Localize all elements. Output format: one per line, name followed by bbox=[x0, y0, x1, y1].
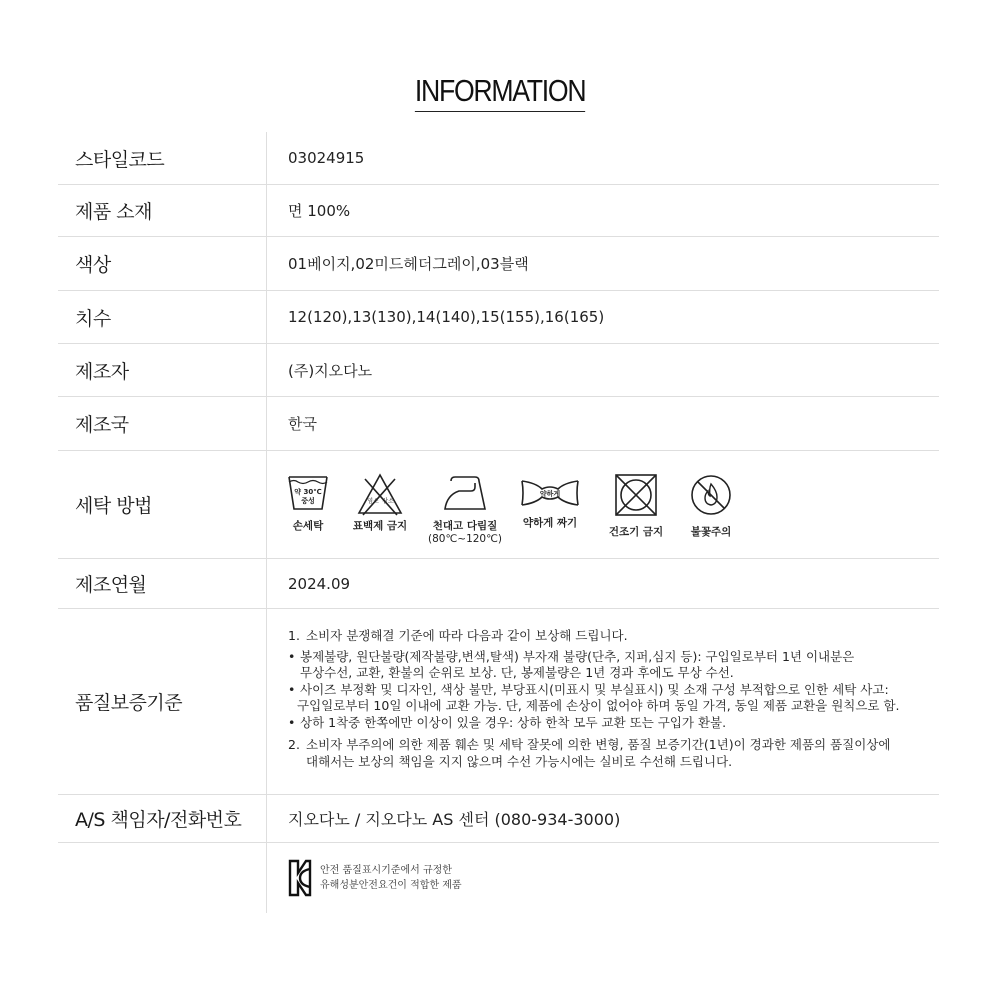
care-caption: 천대고 다림질 bbox=[432, 520, 498, 532]
quality-item-number: 1. bbox=[288, 628, 300, 643]
care-caption: 손세탁 bbox=[292, 520, 324, 532]
row-color bbox=[58, 237, 939, 291]
row-label: 제품 소재 bbox=[58, 185, 267, 236]
info-table bbox=[58, 132, 939, 913]
row-style-code bbox=[58, 132, 939, 185]
row-label: A/S 책임자/전화번호 bbox=[58, 795, 267, 842]
quality-bullet-text: 봉제불량, 원단불량(제작불량,변색,탈색) 부자재 불량(단추, 지퍼,심지 등): 구입일로부터 1년 이내분은 bbox=[300, 648, 855, 664]
row-label: 제조연월 bbox=[58, 559, 267, 608]
quality-item-text: 소비자 부주의에 의한 제품 훼손 및 세탁 잘못에 의한 변형, 품질 보증기간(1년)이 경과한 제품의 품질이상에 bbox=[306, 737, 891, 752]
care-caption: 약하게 짜기 bbox=[522, 517, 578, 529]
gentle-wring-text: 약하게 bbox=[539, 490, 561, 498]
care-item-no-bleach bbox=[352, 473, 408, 533]
hand-wash-temp: 약 30℃ bbox=[294, 488, 322, 496]
row-maker bbox=[58, 344, 939, 397]
row-value: (주)지오다노 bbox=[288, 361, 373, 380]
quality-text bbox=[288, 609, 939, 794]
quality-bullet: • 봉제불량, 원단불량(제작불량,변색,탈색) 부자재 불량(단추, 지퍼,심지 등): 구입일로부터 1년 이내분은 bbox=[288, 648, 855, 664]
quality-item-text: 소비자 분쟁해결 기준에 따라 다음과 같이 보상해 드립니다. bbox=[306, 628, 628, 643]
care-item-gentle-wring bbox=[520, 473, 580, 530]
row-value: 한국 bbox=[288, 415, 317, 433]
row-label: 품질보증기준 bbox=[58, 609, 267, 794]
row-label: 제조국 bbox=[58, 397, 267, 450]
page-title-text: INFORMATION bbox=[415, 72, 585, 112]
quality-item-2 bbox=[288, 737, 900, 754]
row-wash bbox=[58, 451, 939, 559]
row-country bbox=[58, 397, 939, 451]
hand-wash-icon bbox=[287, 473, 329, 513]
page-title bbox=[0, 72, 1000, 112]
care-item-hand-wash bbox=[288, 473, 328, 533]
quality-item-cont: 대해서는 보상의 책임을 지지 않으며 수선 가능시에는 실비로 수선해 드립니다. bbox=[306, 753, 733, 769]
row-as bbox=[58, 795, 939, 843]
care-caption: 불꽃주의 bbox=[690, 526, 732, 538]
row-material bbox=[58, 185, 939, 237]
row-label: 세탁 방법 bbox=[58, 451, 267, 558]
gentle-wring-icon bbox=[520, 473, 580, 513]
row-value: 12(120),13(130),14(140),15(155),16(165) bbox=[288, 308, 605, 326]
care-item-fire-caution bbox=[688, 473, 734, 539]
row-label: 스타일코드 bbox=[58, 132, 267, 184]
quality-bullet-text: 사이즈 부정확 및 디자인, 색상 불만, 부당표시(미표시 및 부실표시) 및 소재 구성 부적합으로 인한 세탁 사고: bbox=[300, 681, 889, 697]
kc-line-1: 안전 품질표시기준에서 규정한 bbox=[320, 865, 452, 876]
quality-bullet: • 사이즈 부정확 및 디자인, 색상 불만, 부당표시(미표시 및 부실표시) 및 소재 구성 부적합으로 인한 세탁 사고: bbox=[288, 681, 889, 697]
quality-bullet-cont: 구입일로부터 10일 이내에 교환 가능. 단, 제품에 손상이 없어야 하며 동일 가격, 동일 제품 교환을 원칙으로 함. bbox=[297, 698, 900, 713]
care-subcaption: (80℃~120℃) bbox=[428, 533, 502, 545]
quality-item-number: 2. bbox=[288, 737, 300, 752]
iron-icon bbox=[441, 473, 489, 513]
no-tumble-dry-icon bbox=[614, 473, 658, 517]
care-caption: 건조기 금지 bbox=[608, 526, 664, 538]
kc-mark bbox=[288, 843, 939, 913]
row-label: 치수 bbox=[58, 291, 267, 343]
row-value: 지오다노 / 지오다노 AS 센터 (080-934-3000) bbox=[288, 810, 621, 829]
care-caption: 표백제 금지 bbox=[352, 520, 408, 532]
quality-bullet-cont: 무상수선, 교환, 환불의 순위로 보상. 단, 봉제불량은 1년 경과 후에도 무상 수선. bbox=[300, 665, 734, 680]
fire-caution-icon bbox=[689, 473, 733, 517]
wash-icons bbox=[288, 451, 939, 558]
kc-certification-icon bbox=[288, 859, 312, 897]
row-value: 면 100% bbox=[288, 202, 351, 220]
row-value: 2024.09 bbox=[288, 574, 351, 593]
care-item-iron bbox=[430, 473, 500, 546]
row-label: 제조자 bbox=[58, 344, 267, 396]
row-quality bbox=[58, 609, 939, 795]
no-bleach-icon bbox=[357, 473, 403, 517]
care-item-no-tumble-dry bbox=[608, 473, 664, 539]
hand-wash-detergent: 중성 bbox=[301, 497, 315, 505]
quality-item-1 bbox=[288, 628, 900, 645]
no-bleach-chlorine: 염소 bbox=[367, 498, 379, 505]
row-size bbox=[58, 291, 939, 344]
row-label: 색상 bbox=[58, 237, 267, 290]
row-value: 03024915 bbox=[288, 149, 365, 167]
quality-bullet-text: 상하 1착중 한쪽에만 이상이 있을 경우: 상하 한착 모두 교환 또는 구입가 환불. bbox=[300, 714, 727, 730]
kc-line-2: 유해성분안전요건이 적합한 제품 bbox=[320, 880, 462, 891]
no-bleach-oxygen: 산소 bbox=[382, 498, 394, 505]
row-kc bbox=[58, 843, 939, 913]
row-label bbox=[58, 843, 267, 913]
row-date bbox=[58, 559, 939, 609]
quality-bullet: • 상하 1착중 한쪽에만 이상이 있을 경우: 상하 한착 모두 교환 또는 구입가 환불. bbox=[288, 714, 727, 730]
row-value: 01베이지,02미드헤더그레이,03블랙 bbox=[288, 255, 529, 273]
